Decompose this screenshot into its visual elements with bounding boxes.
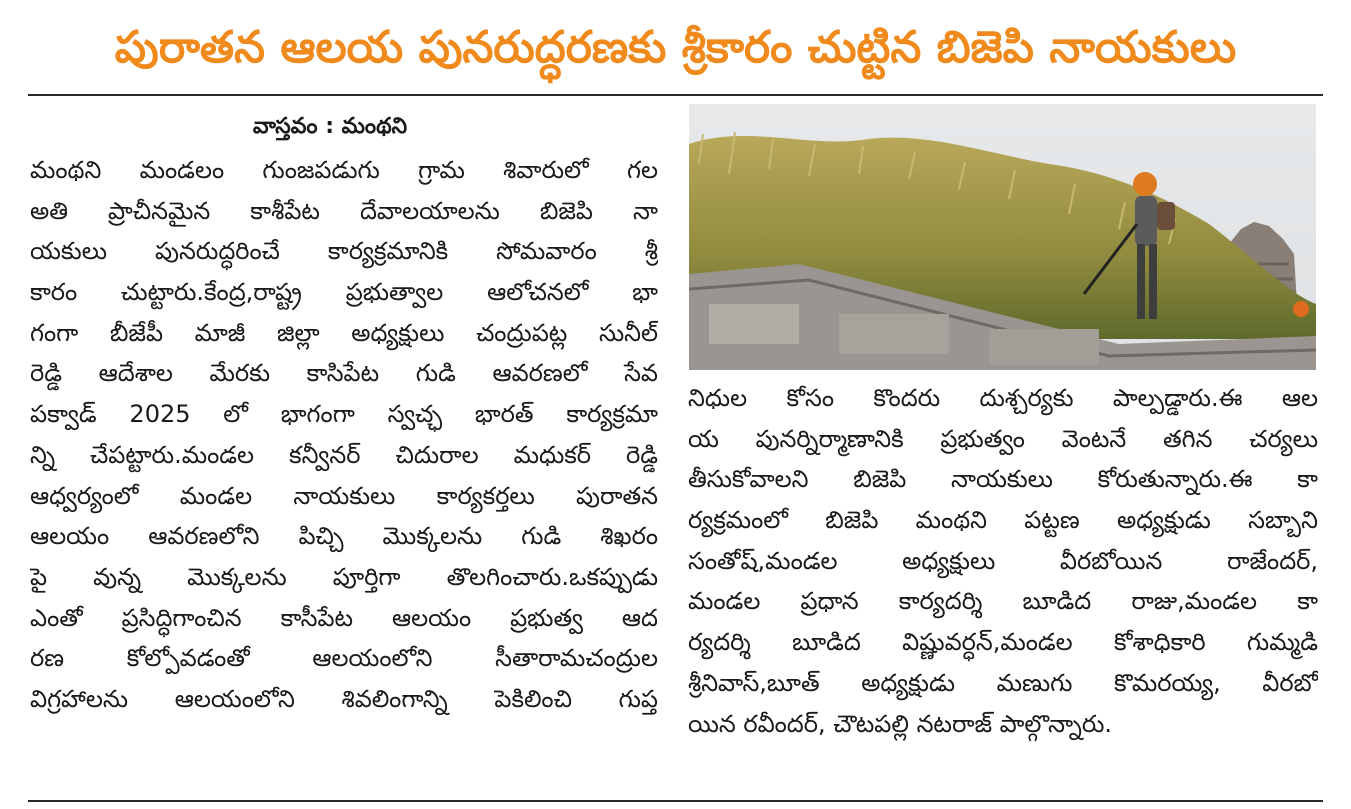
dateline: వాస్తవం : మంథని (252, 114, 408, 139)
left-line: అతి ప్రాచీనమైన కాశీపేట దేవాలయాలను బిజెపి నా (30, 196, 658, 225)
left-line: గంగా బీజేపీ మాజీ జిల్లా అధ్యక్షులు చంద్రుపట్ల సునీల్ (30, 318, 658, 347)
bottom-rule (28, 800, 1323, 802)
left-line: రెడ్డి ఆదేశాల మేరకు కాసిపేట గుడి ఆవరణలో సేవ (30, 359, 658, 388)
left-line: యకులు పునరుద్ధరించే కార్యక్రమానికి సోమవారం శ్రీ (30, 237, 658, 266)
right-line: తీసుకోవాలని బిజెపి నాయకులు కోరుతున్నారు.ఈ కా (688, 465, 1318, 494)
headline: పురాతన ఆలయ పునరుద్ధరణకు శ్రీకారం చుట్టిన బిజెపి నాయకులు (114, 22, 1237, 73)
right-line: యిన రవీందర్, చౌటపల్లి నటరాజ్ పాల్గొన్నారు. (688, 709, 1113, 738)
left-line: కారం చుట్టారు.కేంద్ర,రాష్ట్ర ప్రభుత్వాల ఆలోచనలో భా (30, 278, 658, 307)
left-line: న్ని చేపట్టారు.మండల కన్వీనర్ చిదురాల మధుకర్ రెడ్డి (30, 440, 658, 469)
right-line: ర్యదర్శి బూడిద విష్ణువర్ధన్,మండల కోశాధికారి గుమ్మడి (688, 628, 1318, 657)
left-line: ఆలయం ఆవరణలోని పిచ్చి మొక్కలను గుడి శిఖరం (30, 522, 658, 551)
right-column (688, 378, 1318, 744)
right-line: నిధుల కోసం కొందరు దుశ్చర్యకు పాల్పడ్డారు.ఈ ఆల (688, 384, 1318, 412)
right-line: సంతోష్,మండల అధ్యక్షులు వీరబోయిన రాజేందర్, (688, 546, 1318, 575)
right-line: ర్యక్రమంలో బిజెపి మంథని పట్టణ అధ్యక్షుడు సబ్బాని (688, 506, 1318, 535)
left-line: రణ కోల్పోవడంతో ఆలయంలోని సీతారామచంద్రుల (30, 644, 658, 673)
right-line: మండల ప్రధాన కార్యదర్శి బూడిద రాజు,మండల కా (688, 587, 1318, 616)
left-line: పై వున్న మొక్కలను పూర్తిగా తొలగించారు.ఒకప్పుడు (30, 562, 658, 591)
left-column (30, 150, 658, 720)
right-line: శ్రీనివాస్,బూత్ అధ్యక్షుడు మణుగు కొమరయ్య, వీరబో (688, 668, 1318, 697)
top-rule (28, 94, 1323, 96)
left-line: ఎంతో ప్రసిద్ధిగాంచిన కాసీపేట ఆలయం ప్రభుత్వ ఆద (30, 603, 658, 632)
left-line: ఆధ్వర్యంలో మండల నాయకులు కార్యకర్తలు పురాతన (30, 481, 658, 510)
left-line: పక్వాడ్ 2025 లో భాగంగా స్వచ్ఛ భారత్ కార్యక్రమా (30, 400, 658, 429)
right-line: య పునర్నిర్మాణానికి ప్రభుత్వం వెంటనే తగిన చర్యలు (688, 424, 1318, 453)
left-line: మంథని మండలం గుంజపడుగు గ్రామ శివారులో గల (30, 156, 658, 184)
left-line: విగ్రహాలను ఆలయంలోని శివలింగాన్ని పెకిలించి గుప్త (30, 684, 658, 713)
temple-cleanup-photo (689, 104, 1316, 370)
